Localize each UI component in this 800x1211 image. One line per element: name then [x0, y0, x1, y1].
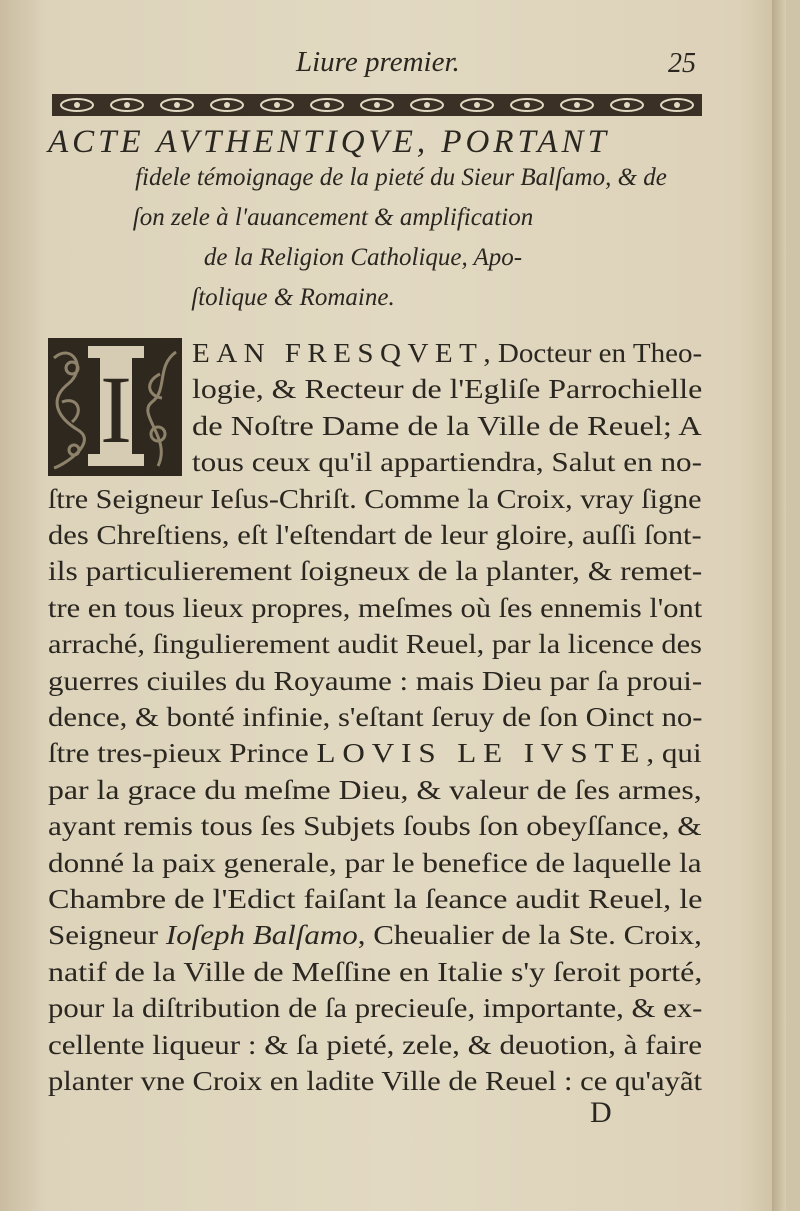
text-run: ils particulierement ſoigneux de la planter, & remet- [48, 556, 703, 587]
body-line [48, 558, 702, 585]
body-line [48, 886, 702, 913]
text-run: LOVIS LE IVSTE [316, 738, 647, 769]
body-line [192, 340, 702, 367]
body-line [48, 1029, 703, 1060]
body-line [48, 774, 702, 805]
body-line [48, 1068, 702, 1095]
text-run: Ioſeph Balſamo [165, 920, 358, 951]
body-line [48, 740, 702, 767]
text-run: guerres ciuiles du Royaume : mais Dieu par ſa proui- [48, 665, 703, 696]
text-run: ayant remis tous ſes Subjets ſoubs ſon obeyſſance, & [48, 811, 702, 842]
signature-mark: D [590, 1096, 612, 1129]
body-line [48, 847, 702, 878]
drop-cap-initial [48, 338, 182, 476]
body-line [192, 376, 702, 403]
body-line [192, 410, 702, 441]
body-line [48, 631, 702, 658]
body-line [48, 592, 703, 623]
text-run: dence, & bonté infinie, s'eſtant ſeruy de ſon Oinct no- [48, 702, 703, 732]
running-title: Liure premier. [296, 46, 460, 78]
body-line [48, 813, 702, 840]
text-run: par la grace du meſme Dieu, & valeur de ſes armes, [48, 774, 702, 805]
text-run: , Cheualier de la Ste. Croix, [357, 920, 702, 951]
running-head [0, 44, 786, 84]
body-line [48, 483, 702, 514]
drop-cap-letter: I [100, 356, 132, 463]
text-run: de Noſtre Dame de la Ville de Reuel; A [192, 410, 702, 441]
text-run: donné la paix generale, par le benefice de laquelle la [48, 847, 702, 878]
text-run: Seigneur [48, 920, 166, 951]
text-run: tre en tous lieux propres, meſmes où ſes ennemis l'ont [48, 592, 703, 623]
ornament-band-icon [52, 94, 702, 116]
body-line [192, 449, 702, 476]
text-run: tous ceux qu'il appartiendra, Salut en no- [192, 447, 702, 478]
text-run: ſtre Seigneur Ieſus-Chriſt. Comme la Croix, vray ſigne [48, 483, 702, 514]
body-line [48, 522, 702, 549]
text-run: cellente liqueur : & ſa pieté, zele, & deuotion, à faire [48, 1029, 703, 1060]
text-run: des Chreſtiens, eſt l'eſtendart de leur gloire, auſſi ſont- [48, 520, 702, 550]
body-line [48, 956, 703, 987]
body-line [48, 922, 702, 949]
text-run: EAN FRESQVET [192, 338, 484, 368]
text-run: logie, & Recteur de l'Egliſe Parrochielle [192, 374, 703, 405]
body-line [48, 704, 703, 731]
page-number: 25 [668, 48, 696, 79]
text-run: planter vne Croix en ladite Ville de Reuel : ce qu'ayãt [48, 1066, 703, 1096]
text-run: , qui [646, 738, 702, 769]
text-run: ſtre tres-pieux Prince [48, 738, 317, 769]
text-run: Chambre de l'Edict faiſant la ſeance audit Reuel, le [48, 884, 703, 914]
text-run: arraché, ſingulierement audit Reuel, par la licence des [48, 629, 702, 660]
document-title: ACTE AVTHENTIQVE, PORTANT [48, 124, 610, 160]
subtitle-line: ſtolique & Romaine. [191, 284, 395, 311]
text-run: , Docteur en Theo- [483, 338, 703, 368]
body-line [48, 995, 702, 1022]
text-run: natif de la Ville de Meſſine en Italie s'y ſeroit porté, [48, 956, 703, 987]
subtitle-line: de la Religion Catholique, Apo- [203, 244, 523, 271]
subtitle-line: fidele témoignage de la pieté du Sieur Balſamo, & de [135, 164, 667, 191]
body-line [48, 665, 703, 696]
subtitle-line: ſon zele à l'auancement & amplification [132, 204, 534, 231]
text-run: pour la diſtribution de ſa precieuſe, importante, & ex- [48, 993, 703, 1024]
